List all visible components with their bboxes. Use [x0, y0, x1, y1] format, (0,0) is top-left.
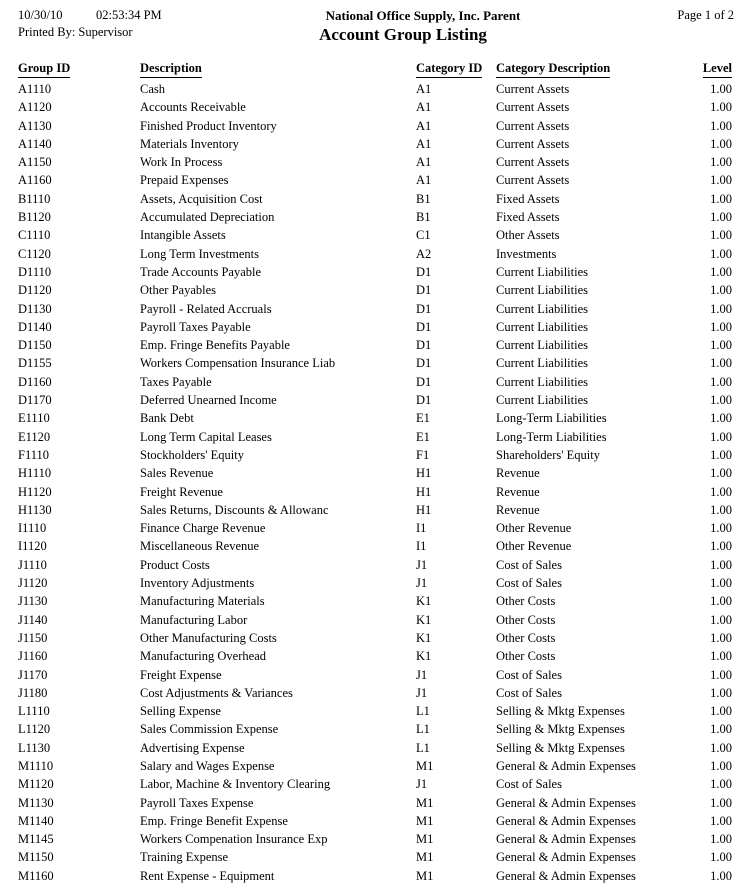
cell-category-description: Shareholders' Equity	[496, 447, 600, 462]
cell-group-id: J1140	[18, 612, 48, 627]
column-header-level	[686, 61, 732, 80]
table-row	[18, 830, 732, 848]
cell-category-id: D1	[416, 356, 432, 371]
table-row	[18, 720, 732, 738]
cell-description: Selling Expense	[140, 704, 221, 719]
cell-level: 1.00	[710, 722, 732, 737]
cell-description: Training Expense	[140, 850, 229, 865]
cell-level: 1.00	[710, 447, 732, 462]
cell-description: Manufacturing Labor	[140, 612, 248, 627]
cell-group-id: D1140	[18, 319, 52, 334]
cell-group-id: L1110	[18, 704, 50, 719]
cell-group-id: A1150	[18, 155, 52, 170]
cell-category-description: Fixed Assets	[496, 191, 560, 206]
cell-description: Long Term Capital Leases	[140, 429, 272, 444]
cell-category-id: M1	[416, 813, 434, 828]
cell-category-description: Selling & Mktg Expenses	[496, 704, 625, 719]
cell-description: Accumulated Depreciation	[140, 210, 275, 225]
cell-group-id: E1120	[18, 429, 51, 444]
cell-category-id: A2	[416, 246, 432, 261]
cell-level: 1.00	[710, 155, 732, 170]
cell-description: Bank Debt	[140, 411, 194, 426]
table-row	[18, 135, 732, 153]
cell-category-description: Investments	[496, 246, 557, 261]
cell-level: 1.00	[710, 594, 732, 609]
cell-category-description: Selling & Mktg Expenses	[496, 740, 625, 755]
table-row	[18, 208, 732, 226]
cell-level: 1.00	[710, 649, 732, 664]
cell-category-id: L1	[416, 704, 430, 719]
cell-group-id: D1120	[18, 283, 52, 298]
cell-group-id: A1110	[18, 82, 52, 96]
table-row	[18, 391, 732, 409]
cell-category-id: B1	[416, 210, 431, 225]
cell-category-description: Current Liabilities	[496, 301, 588, 316]
cell-group-id: J1120	[18, 576, 48, 591]
table-header-row	[18, 61, 732, 80]
cell-category-id: L1	[416, 740, 430, 755]
cell-category-description: Other Revenue	[496, 539, 572, 554]
cell-group-id: M1130	[18, 795, 54, 810]
cell-level: 1.00	[710, 704, 732, 719]
cell-category-id: K1	[416, 612, 432, 627]
cell-category-description: General & Admin Expenses	[496, 850, 636, 865]
cell-category-id: F1	[416, 447, 430, 462]
cell-level: 1.00	[710, 210, 732, 225]
column-header-level-label: Level	[703, 61, 732, 78]
cell-description: Cash	[140, 82, 165, 96]
cell-category-id: J1	[416, 777, 428, 792]
cell-description: Freight Revenue	[140, 484, 223, 499]
report-header-top	[18, 8, 734, 25]
cell-category-description: Cost of Sales	[496, 777, 562, 792]
cell-level: 1.00	[710, 393, 732, 408]
cell-category-description: Current Liabilities	[496, 338, 588, 353]
table-row	[18, 171, 732, 189]
cell-level: 1.00	[710, 191, 732, 206]
cell-category-id: D1	[416, 301, 432, 316]
cell-category-description: Other Revenue	[496, 521, 572, 536]
cell-category-id: I1	[416, 521, 427, 536]
cell-group-id: B1120	[18, 210, 51, 225]
cell-description: Inventory Adjustments	[140, 576, 255, 591]
cell-group-id: H1120	[18, 484, 52, 499]
cell-level: 1.00	[710, 813, 732, 828]
cell-group-id: H1110	[18, 466, 52, 481]
cell-description: Advertising Expense	[140, 740, 245, 755]
printed-by: Printed By: Supervisor	[18, 25, 133, 39]
cell-group-id: J1180	[18, 685, 48, 700]
cell-category-description: General & Admin Expenses	[496, 868, 636, 883]
cell-description: Work In Process	[140, 155, 223, 170]
cell-description: Salary and Wages Expense	[140, 758, 275, 773]
column-header-category-description	[496, 61, 686, 80]
cell-level: 1.00	[710, 576, 732, 591]
cell-level: 1.00	[710, 484, 732, 499]
cell-level: 1.00	[710, 667, 732, 682]
cell-category-description: Other Assets	[496, 228, 560, 243]
cell-category-description: General & Admin Expenses	[496, 795, 636, 810]
table-row	[18, 757, 732, 775]
cell-group-id: E1110	[18, 411, 50, 426]
cell-category-description: Other Costs	[496, 630, 556, 645]
table-row	[18, 98, 732, 116]
cell-group-id: I1110	[18, 521, 47, 536]
cell-level: 1.00	[710, 228, 732, 243]
table-row	[18, 611, 732, 629]
cell-category-description: Revenue	[496, 466, 540, 481]
cell-category-description: Current Liabilities	[496, 374, 588, 389]
page-title: Account Group Listing	[319, 25, 487, 44]
cell-category-description: Current Liabilities	[496, 283, 588, 298]
table-row	[18, 263, 732, 281]
cell-group-id: M1160	[18, 868, 54, 883]
cell-description: Taxes Payable	[140, 374, 212, 389]
cell-level: 1.00	[710, 850, 732, 865]
cell-level: 1.00	[710, 136, 732, 151]
cell-category-description: Long-Term Liabilities	[496, 429, 607, 444]
cell-group-id: A1120	[18, 100, 52, 115]
cell-description: Sales Commission Expense	[140, 722, 279, 737]
cell-category-id: E1	[416, 411, 430, 426]
cell-category-id: M1	[416, 850, 434, 865]
cell-description: Rent Expense - Equipment	[140, 868, 275, 883]
cell-level: 1.00	[710, 264, 732, 279]
cell-group-id: J1160	[18, 649, 48, 664]
cell-description: Accounts Receivable	[140, 100, 246, 115]
page-number: Page 1 of 2	[677, 8, 734, 22]
cell-description: Sales Returns, Discounts & Allowanc	[140, 502, 329, 517]
cell-group-id: M1150	[18, 850, 54, 865]
cell-description: Emp. Fringe Benefits Payable	[140, 338, 290, 353]
column-header-group-id-label: Group ID	[18, 61, 70, 78]
cell-description: Workers Compensation Insurance Liab	[140, 356, 336, 371]
cell-level: 1.00	[710, 758, 732, 773]
table-row	[18, 739, 732, 757]
cell-group-id: D1160	[18, 374, 52, 389]
cell-group-id: M1145	[18, 832, 54, 847]
cell-group-id: D1155	[18, 356, 52, 371]
cell-category-description: Current Liabilities	[496, 356, 588, 371]
cell-group-id: A1140	[18, 136, 52, 151]
report-header-second	[18, 25, 734, 49]
table-row	[18, 775, 732, 793]
table-row	[18, 794, 732, 812]
cell-level: 1.00	[710, 100, 732, 115]
cell-level: 1.00	[710, 630, 732, 645]
cell-category-id: A1	[416, 82, 432, 96]
column-header-category-description-label: Category Description	[496, 61, 610, 78]
cell-level: 1.00	[710, 868, 732, 883]
cell-description: Stockholders' Equity	[140, 447, 244, 462]
table-row	[18, 281, 732, 299]
column-header-group-id	[18, 61, 140, 80]
cell-category-id: J1	[416, 557, 428, 572]
cell-category-description: Current Assets	[496, 82, 570, 96]
table-row	[18, 190, 732, 208]
cell-category-description: Cost of Sales	[496, 685, 562, 700]
cell-description: Miscellaneous Revenue	[140, 539, 260, 554]
cell-description: Emp. Fringe Benefit Expense	[140, 813, 288, 828]
cell-level: 1.00	[710, 539, 732, 554]
cell-category-description: Selling & Mktg Expenses	[496, 722, 625, 737]
cell-description: Long Term Investments	[140, 246, 260, 261]
table-row	[18, 629, 732, 647]
cell-description: Finance Charge Revenue	[140, 521, 266, 536]
cell-description: Other Payables	[140, 283, 217, 298]
cell-category-description: General & Admin Expenses	[496, 832, 636, 847]
table-row	[18, 373, 732, 391]
table-row	[18, 556, 732, 574]
cell-description: Deferred Unearned Income	[140, 393, 277, 408]
cell-group-id: B1110	[18, 191, 51, 206]
cell-level: 1.00	[710, 338, 732, 353]
cell-category-id: D1	[416, 393, 432, 408]
cell-category-id: A1	[416, 173, 432, 188]
cell-category-id: J1	[416, 576, 428, 591]
cell-level: 1.00	[710, 612, 732, 627]
table-row	[18, 80, 732, 98]
report-time: 02:53:34 PM	[96, 8, 162, 22]
column-header-category-id	[416, 61, 496, 80]
table-row	[18, 409, 732, 427]
cell-group-id: M1140	[18, 813, 54, 828]
cell-category-id: M1	[416, 868, 434, 883]
cell-level: 1.00	[710, 319, 732, 334]
column-header-description	[140, 61, 416, 80]
cell-description: Payroll - Related Accruals	[140, 301, 272, 316]
table-row	[18, 519, 732, 537]
cell-category-description: Current Assets	[496, 173, 570, 188]
company-name: National Office Supply, Inc. Parent	[325, 8, 521, 23]
table-row	[18, 483, 732, 501]
table-row	[18, 245, 732, 263]
cell-level: 1.00	[710, 685, 732, 700]
table-row	[18, 354, 732, 372]
cell-description: Assets, Acquisition Cost	[140, 191, 263, 206]
cell-category-id: D1	[416, 264, 432, 279]
table-row	[18, 300, 732, 318]
cell-group-id: A1130	[18, 118, 52, 133]
cell-category-id: H1	[416, 484, 432, 499]
cell-level: 1.00	[710, 301, 732, 316]
cell-level: 1.00	[710, 777, 732, 792]
cell-category-description: Revenue	[496, 484, 540, 499]
table-row	[18, 318, 732, 336]
cell-category-id: M1	[416, 832, 434, 847]
cell-category-description: Current Liabilities	[496, 319, 588, 334]
cell-category-id: M1	[416, 795, 434, 810]
cell-category-id: A1	[416, 136, 432, 151]
cell-level: 1.00	[710, 740, 732, 755]
cell-description: Intangible Assets	[140, 228, 226, 243]
cell-category-description: Long-Term Liabilities	[496, 411, 607, 426]
cell-group-id: D1170	[18, 393, 52, 408]
table-row	[18, 684, 732, 702]
cell-category-description: Current Assets	[496, 100, 570, 115]
cell-description: Prepaid Expenses	[140, 173, 229, 188]
table-body	[18, 80, 732, 885]
cell-description: Manufacturing Materials	[140, 594, 265, 609]
table-row	[18, 336, 732, 354]
cell-description: Trade Accounts Payable	[140, 264, 262, 279]
cell-category-id: A1	[416, 100, 432, 115]
cell-group-id: J1110	[18, 557, 47, 572]
cell-level: 1.00	[710, 502, 732, 517]
cell-description: Freight Expense	[140, 667, 222, 682]
cell-category-id: K1	[416, 649, 432, 664]
cell-category-id: M1	[416, 758, 434, 773]
cell-category-id: E1	[416, 429, 430, 444]
table-row	[18, 666, 732, 684]
cell-group-id: J1170	[18, 667, 48, 682]
cell-category-id: K1	[416, 630, 432, 645]
cell-group-id: J1130	[18, 594, 48, 609]
table-row	[18, 867, 732, 885]
report-date: 10/30/10	[18, 8, 63, 22]
cell-description: Finished Product Inventory	[140, 118, 277, 133]
table-row	[18, 702, 732, 720]
cell-category-description: Cost of Sales	[496, 557, 562, 572]
cell-category-id: J1	[416, 667, 428, 682]
cell-group-id: D1110	[18, 264, 52, 279]
cell-category-id: A1	[416, 155, 432, 170]
cell-group-id: L1130	[18, 740, 51, 755]
cell-group-id: L1120	[18, 722, 51, 737]
cell-category-id: D1	[416, 374, 432, 389]
cell-description: Manufacturing Overhead	[140, 649, 266, 664]
cell-category-description: Revenue	[496, 502, 540, 517]
account-group-table	[18, 61, 732, 885]
cell-description: Workers Compenation Insurance Exp	[140, 832, 328, 847]
cell-category-id: K1	[416, 594, 432, 609]
cell-category-id: A1	[416, 118, 432, 133]
cell-group-id: C1110	[18, 228, 51, 243]
cell-category-description: Current Liabilities	[496, 264, 588, 279]
cell-category-description: Other Costs	[496, 649, 556, 664]
cell-category-id: I1	[416, 539, 427, 554]
cell-category-description: Other Costs	[496, 612, 556, 627]
cell-level: 1.00	[710, 466, 732, 481]
cell-group-id: D1130	[18, 301, 52, 316]
cell-category-id: B1	[416, 191, 431, 206]
cell-group-id: I1120	[18, 539, 47, 554]
cell-category-description: Cost of Sales	[496, 667, 562, 682]
table-row	[18, 153, 732, 171]
column-header-description-label: Description	[140, 61, 202, 78]
cell-description: Sales Revenue	[140, 466, 214, 481]
cell-category-id: H1	[416, 502, 432, 517]
table-row	[18, 226, 732, 244]
cell-level: 1.00	[710, 429, 732, 444]
table-row	[18, 428, 732, 446]
cell-category-description: Current Liabilities	[496, 393, 588, 408]
cell-level: 1.00	[710, 795, 732, 810]
cell-level: 1.00	[710, 246, 732, 261]
cell-description: Cost Adjustments & Variances	[140, 685, 293, 700]
cell-category-id: D1	[416, 319, 432, 334]
cell-category-id: H1	[416, 466, 432, 481]
cell-level: 1.00	[710, 356, 732, 371]
cell-category-id: J1	[416, 685, 428, 700]
column-header-category-id-label: Category ID	[416, 61, 482, 78]
cell-category-description: Current Assets	[496, 136, 570, 151]
table-row	[18, 537, 732, 555]
cell-category-id: C1	[416, 228, 431, 243]
cell-category-id: L1	[416, 722, 430, 737]
cell-description: Payroll Taxes Expense	[140, 795, 254, 810]
cell-group-id: A1160	[18, 173, 52, 188]
cell-group-id: H1130	[18, 502, 52, 517]
table-row	[18, 592, 732, 610]
cell-group-id: F1110	[18, 447, 50, 462]
table-row	[18, 574, 732, 592]
cell-group-id: J1150	[18, 630, 48, 645]
cell-description: Labor, Machine & Inventory Clearing	[140, 777, 331, 792]
cell-level: 1.00	[710, 557, 732, 572]
cell-level: 1.00	[710, 832, 732, 847]
cell-description: Other Manufacturing Costs	[140, 630, 277, 645]
cell-level: 1.00	[710, 173, 732, 188]
table-row	[18, 117, 732, 135]
cell-category-id: D1	[416, 338, 432, 353]
cell-level: 1.00	[710, 374, 732, 389]
cell-category-description: Current Assets	[496, 155, 570, 170]
table-row	[18, 848, 732, 866]
cell-level: 1.00	[710, 411, 732, 426]
cell-description: Payroll Taxes Payable	[140, 319, 251, 334]
cell-group-id: M1120	[18, 777, 54, 792]
table-row	[18, 464, 732, 482]
table-row	[18, 446, 732, 464]
table-row	[18, 647, 732, 665]
cell-group-id: D1150	[18, 338, 52, 353]
cell-group-id: M1110	[18, 758, 54, 773]
cell-level: 1.00	[710, 118, 732, 133]
cell-category-description: Current Assets	[496, 118, 570, 133]
table-row	[18, 501, 732, 519]
cell-description: Materials Inventory	[140, 136, 239, 151]
cell-category-description: General & Admin Expenses	[496, 758, 636, 773]
cell-category-description: General & Admin Expenses	[496, 813, 636, 828]
cell-category-description: Other Costs	[496, 594, 556, 609]
cell-category-description: Cost of Sales	[496, 576, 562, 591]
cell-level: 1.00	[710, 283, 732, 298]
cell-group-id: C1120	[18, 246, 51, 261]
cell-category-id: D1	[416, 283, 432, 298]
cell-level: 1.00	[710, 521, 732, 536]
cell-level: 1.00	[710, 82, 732, 96]
table-row	[18, 812, 732, 830]
cell-category-description: Fixed Assets	[496, 210, 560, 225]
cell-description: Product Costs	[140, 557, 210, 572]
